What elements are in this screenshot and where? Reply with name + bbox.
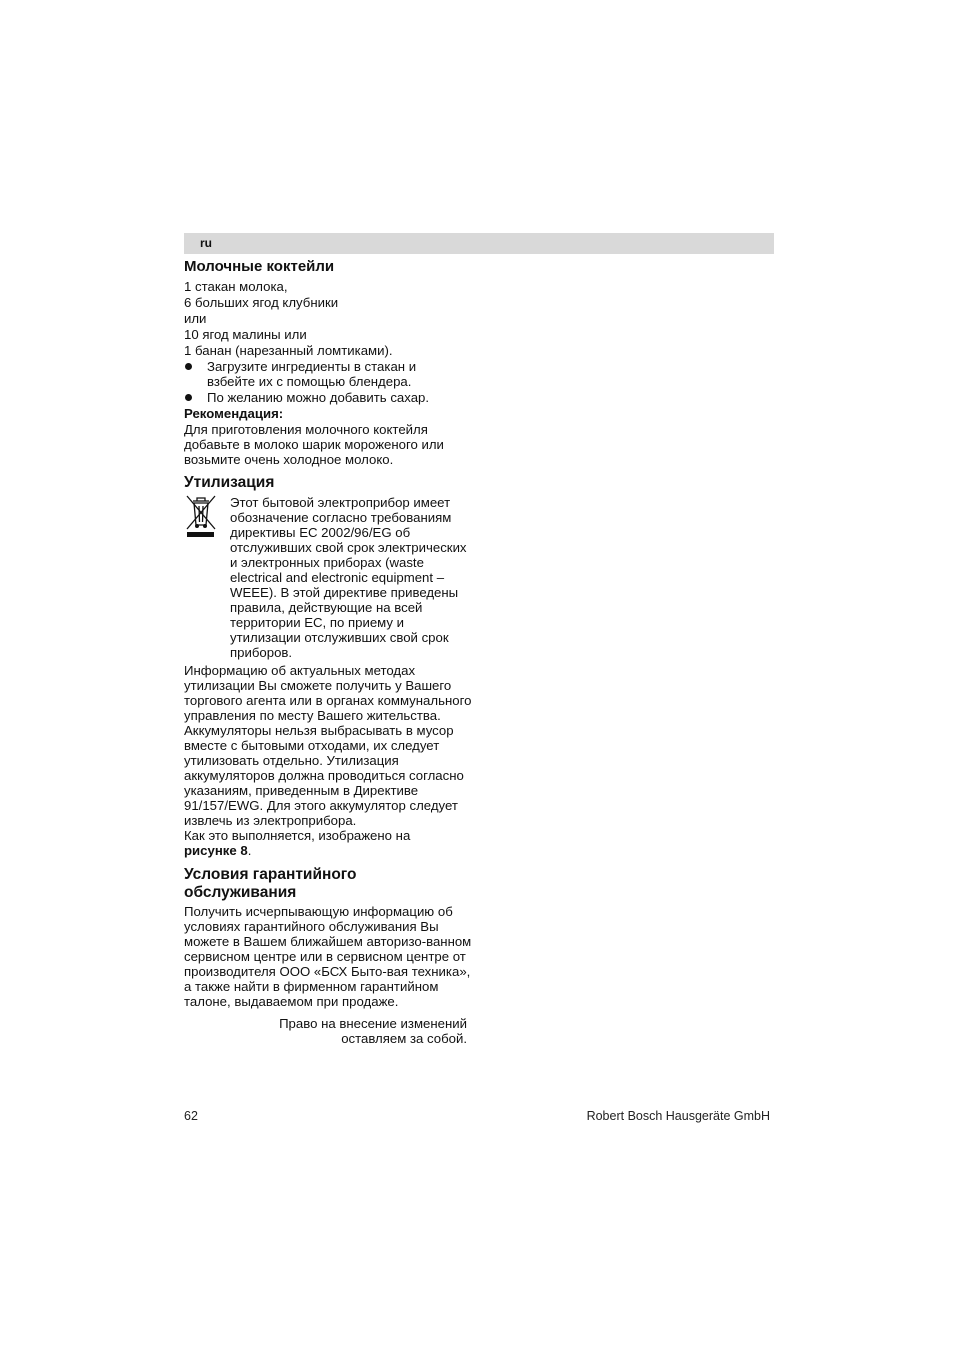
ingredient-line: 10 ягод малины или [184, 327, 307, 342]
company-name: Robert Bosch Hausgeräte GmbH [586, 1109, 770, 1123]
figure-reference [184, 828, 424, 858]
content-column [184, 258, 474, 1046]
ingredient-line: 6 больших ягод клубники [184, 295, 339, 310]
figure-prefix: Как это выполняется, изображено на [184, 828, 411, 843]
ingredient-line: 1 банан (нарезанный ломтиками). [184, 343, 393, 358]
tip-text: Для приготовления молочного коктейля добавьте в молоко шарик мороженого или возьмите очень холодное молоко. [184, 422, 444, 467]
battery-text: Аккумуляторы нельзя выбрасывать в мусор вместе с бытовыми отходами, их следует утилизовать отдельно. Утилизация аккумуляторов должна проводиться согласно указаниям, приведенным в Директиве 91/157/EWG. Для этого аккумулятор следует извлечь из электроприбора. [184, 723, 464, 828]
language-bar [184, 233, 774, 254]
step-item: По желанию можно добавить сахар. [184, 390, 474, 405]
warranty-heading: Условия гарантийного обслуживания [184, 866, 357, 901]
ingredient-line: или [184, 311, 207, 326]
weee-text: Этот бытовой электроприбор имеет обозначение согласно требованиям директивы ЕС 2002/96/EG об отслуживших свой срок электрических и электронных приборах (waste electrical and electronic equipment – WEEE). В этой директиве приведены правила, действующие на всей территории ЕС, по приему и утилизации отслуживших свой срок приборов. [230, 495, 467, 660]
warranty-text: Получить исчерпывающую информацию об условиях гарантийного обслуживания Вы можете в Вашем ближайшем авторизо-ванном сервисном центре или в сервисном центре от производителя ООО «БСХ Быто-вая техника», а также найти в фирменном гарантийном талоне, выдаваемом при продаже. [184, 904, 472, 1009]
weee-block [184, 495, 474, 660]
figure-suffix: . [247, 843, 252, 858]
rights-line: Право на внесение изменений [279, 1016, 467, 1031]
ingredient-line: 1 стакан молока, [184, 279, 288, 294]
figure-ref: рисунке 8 [184, 843, 248, 858]
rights-line: оставляем за собой. [341, 1031, 467, 1046]
weee-crossed-bin-icon [184, 495, 218, 539]
tip-label: Рекомендация: [184, 406, 284, 421]
page-number: 62 [184, 1109, 198, 1123]
disposal-info-text: Информацию об актуальных методах утилизации Вы сможете получить у Вашего торгового агента или в органах коммунального управления по месту Вашего жительства. [184, 663, 472, 723]
step-item: Загрузите ингредиенты в стакан и взбейте их с помощью блендера. [184, 359, 467, 389]
disposal-heading: Утилизация [184, 474, 275, 491]
language-code: ru [200, 236, 212, 250]
milkshakes-heading: Молочные коктейли [184, 258, 335, 275]
